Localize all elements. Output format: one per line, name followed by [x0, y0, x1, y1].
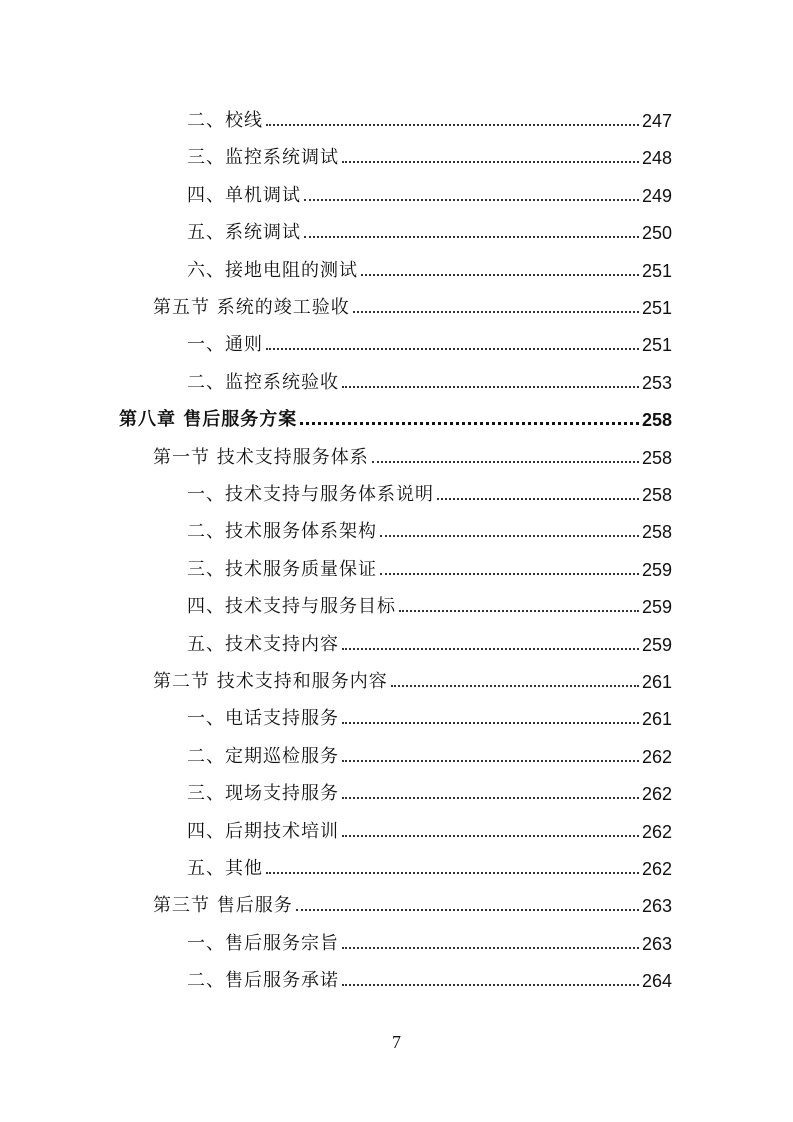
toc-entry-page: 259 — [641, 560, 672, 580]
toc-subsection-entry[interactable] — [187, 106, 672, 132]
dot-leader — [353, 311, 639, 313]
dot-leader — [380, 573, 639, 575]
toc-section-entry[interactable] — [153, 667, 672, 693]
toc-entry-page: 259 — [641, 597, 672, 617]
toc-entry-page: 263 — [641, 934, 672, 954]
toc-entry-title: 四、技术支持与服务目标 — [187, 596, 396, 617]
toc-entry-page: 263 — [641, 896, 672, 916]
toc-section-entry[interactable] — [153, 443, 672, 469]
toc-entry-title: 三、技术服务质量保证 — [187, 559, 377, 580]
dot-leader — [342, 947, 639, 949]
toc-entry-page: 247 — [641, 111, 672, 131]
toc-entry-title: 二、售后服务承诺 — [187, 970, 339, 991]
toc-entry-title: 第八章 售后服务方案 — [119, 409, 298, 430]
toc-entry-page: 262 — [641, 784, 672, 804]
toc-entry-title: 二、校线 — [187, 110, 263, 131]
toc-entry-title: 第五节 系统的竣工验收 — [153, 297, 350, 318]
dot-leader — [296, 909, 639, 911]
dot-leader — [304, 236, 639, 238]
toc-subsection-entry[interactable] — [187, 218, 672, 244]
dot-leader — [266, 872, 639, 874]
dot-leader — [266, 124, 639, 126]
toc-entry-page: 258 — [641, 485, 672, 505]
toc-entry-title: 六、接地电阻的测试 — [187, 260, 358, 281]
toc-entry-title: 三、现场支持服务 — [187, 783, 339, 804]
toc-subsection-entry[interactable] — [187, 742, 672, 768]
toc-entry-page: 262 — [641, 859, 672, 879]
dot-leader — [342, 984, 639, 986]
dot-leader — [300, 422, 639, 425]
toc-subsection-entry[interactable] — [187, 592, 672, 618]
toc-entry-title: 第三节 售后服务 — [153, 895, 293, 916]
toc-entry-page: 262 — [641, 747, 672, 767]
toc-entry-page: 253 — [641, 373, 672, 393]
dot-leader — [266, 348, 639, 350]
dot-leader — [391, 685, 639, 687]
toc-entry-page: 264 — [641, 971, 672, 991]
toc-entry-title: 五、技术支持内容 — [187, 634, 339, 655]
toc-entry-page: 251 — [641, 298, 672, 318]
toc-entry-title: 第二节 技术支持和服务内容 — [153, 671, 388, 692]
toc-entry-title: 一、售后服务宗旨 — [187, 933, 339, 954]
toc-subsection-entry[interactable] — [187, 854, 672, 880]
toc-entry-page: 251 — [641, 261, 672, 281]
toc-subsection-entry[interactable] — [187, 368, 672, 394]
toc-subsection-entry[interactable] — [187, 929, 672, 955]
toc-section-entry[interactable] — [153, 891, 672, 917]
toc-subsection-entry[interactable] — [187, 256, 672, 282]
dot-leader — [342, 797, 639, 799]
toc-section-entry[interactable] — [153, 293, 672, 319]
toc-entry-title: 三、监控系统调试 — [187, 147, 339, 168]
toc-entry-page: 261 — [641, 709, 672, 729]
toc-entry-title: 二、监控系统验收 — [187, 372, 339, 393]
toc-entry-page: 258 — [641, 448, 672, 468]
toc-subsection-entry[interactable] — [187, 817, 672, 843]
toc-entry-title: 一、技术支持与服务体系说明 — [187, 484, 434, 505]
toc-entry-page: 262 — [641, 822, 672, 842]
toc-entry-title: 第一节 技术支持服务体系 — [153, 447, 369, 468]
toc-entry-title: 四、单机调试 — [187, 185, 301, 206]
dot-leader — [399, 610, 639, 612]
dot-leader — [342, 648, 639, 650]
toc-subsection-entry[interactable] — [187, 555, 672, 581]
dot-leader — [372, 461, 639, 463]
dot-leader — [342, 760, 639, 762]
toc-entry-page: 258 — [641, 410, 672, 430]
toc-subsection-entry[interactable] — [187, 480, 672, 506]
toc-subsection-entry[interactable] — [187, 779, 672, 805]
toc-subsection-entry[interactable] — [187, 181, 672, 207]
dot-leader — [342, 386, 639, 388]
toc-subsection-entry[interactable] — [187, 630, 672, 656]
toc-chapter-entry[interactable] — [119, 405, 672, 431]
toc-entry-page: 248 — [641, 148, 672, 168]
toc-entry-page: 258 — [641, 522, 672, 542]
page-number: 7 — [392, 1032, 401, 1052]
toc-entry-page: 251 — [641, 335, 672, 355]
dot-leader — [342, 722, 639, 724]
dot-leader — [361, 274, 639, 276]
dot-leader — [342, 161, 639, 163]
toc-entry-page: 250 — [641, 223, 672, 243]
toc-entry-title: 五、其他 — [187, 858, 263, 879]
toc-entry-title: 四、后期技术培训 — [187, 821, 339, 842]
toc-entry-title: 二、定期巡检服务 — [187, 746, 339, 767]
toc-entry-page: 259 — [641, 635, 672, 655]
toc-entry-page: 261 — [641, 672, 672, 692]
toc-subsection-entry[interactable] — [187, 704, 672, 730]
toc-subsection-entry[interactable] — [187, 966, 672, 992]
toc-entry-title: 一、通则 — [187, 334, 263, 355]
toc-entry-title: 二、技术服务体系架构 — [187, 521, 377, 542]
dot-leader — [342, 835, 639, 837]
dot-leader — [437, 498, 639, 500]
toc-entry-page: 249 — [641, 186, 672, 206]
toc-subsection-entry[interactable] — [187, 517, 672, 543]
dot-leader — [304, 199, 639, 201]
dot-leader — [380, 535, 639, 537]
toc-subsection-entry[interactable] — [187, 143, 672, 169]
toc-entry-title: 五、系统调试 — [187, 222, 301, 243]
toc-subsection-entry[interactable] — [187, 330, 672, 356]
toc-entry-title: 一、电话支持服务 — [187, 708, 339, 729]
